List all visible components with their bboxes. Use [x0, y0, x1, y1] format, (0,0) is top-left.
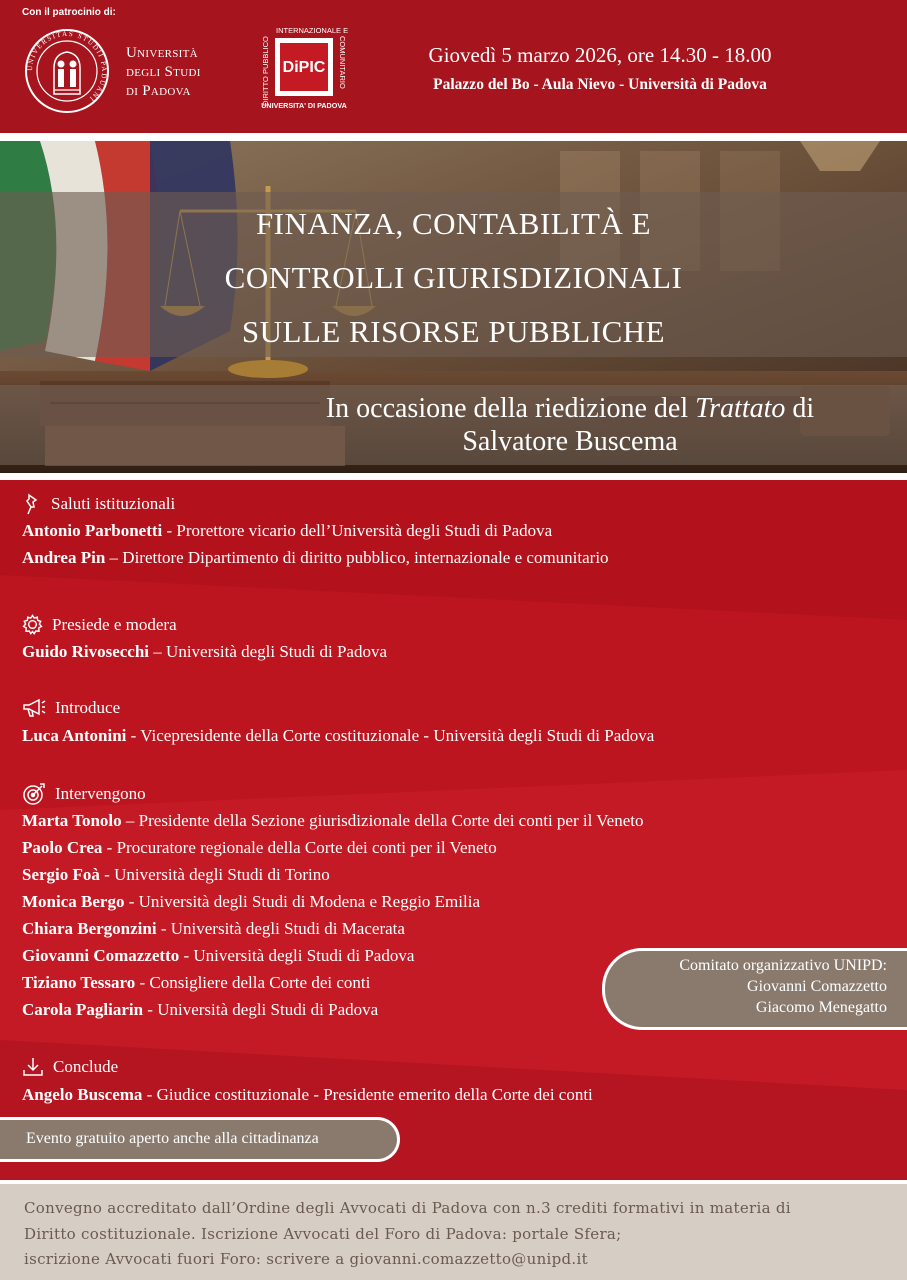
speaker-line: [22, 892, 480, 912]
footer-line: iscrizione Avvocati fuori Foro: scrivere a giovanni.comazzetto@unipd.it: [24, 1250, 588, 1268]
speaker-name: Chiara Bergonzini: [22, 919, 157, 938]
speaker-separator: -: [156, 919, 171, 938]
university-name: [126, 44, 201, 101]
event-title-line: FINANZA, CONTABILITÀ E: [255, 206, 652, 241]
speaker-line: [22, 946, 414, 966]
dipic-logo: [258, 24, 350, 114]
dipic-vertical-left: DIRITTO PUBBLICO: [261, 36, 270, 106]
speaker-name: Carola Pagliarin: [22, 1000, 144, 1019]
speaker-role: Università degli Studi di Padova: [166, 642, 388, 661]
subtitle-text: In occasione della riedizione del: [325, 393, 696, 424]
subtitle-author: Salvatore Buscema: [462, 426, 678, 457]
speaker-role: Università degli Studi di Padova: [157, 1000, 379, 1019]
speaker-role: Direttore Dipartimento di diritto pubblico, internazionale e comunitario: [122, 548, 609, 567]
speaker-name: Marta Tonolo: [22, 811, 122, 830]
target-icon: [22, 782, 46, 806]
speaker-role: Vicepresidente della Corte costituzionale - Università degli Studi di Padova: [140, 726, 655, 745]
speaker-name: Paolo Crea: [22, 838, 103, 857]
speaker-separator: -: [179, 946, 194, 965]
dipic-bottom-text: UNIVERSITA' DI PADOVA: [261, 101, 347, 110]
header-bar: [0, 0, 907, 133]
dipic-vertical-right: COMUNITARIO: [338, 36, 347, 89]
section-heading-conclude: [22, 1056, 118, 1078]
committee-title: Comitato organizzativo UNIPD:: [679, 957, 887, 974]
speaker-role: Procuratore regionale della Corte dei conti per il Veneto: [116, 838, 497, 857]
speaker-role: Prorettore vicario dell’Università degli Studi di Padova: [176, 521, 553, 540]
section-heading-text: Conclude: [53, 1057, 119, 1076]
speaker-line: [22, 838, 497, 858]
speaker-name: Antonio Parbonetti: [22, 521, 163, 540]
speaker-role: Università degli Studi di Modena e Reggio Emilia: [138, 892, 480, 911]
dipic-wordmark: DiPIC: [282, 59, 326, 76]
speaker-line: [22, 548, 609, 568]
speaker-separator: -: [142, 1085, 157, 1104]
speaker-name: Angelo Buscema: [22, 1085, 143, 1104]
speaker-separator: –: [105, 548, 123, 567]
footer-accreditation-text: [24, 1196, 894, 1273]
pin-icon: [22, 493, 42, 515]
university-seal-logo: [24, 28, 110, 114]
subtitle-text: di: [785, 393, 815, 424]
speaker-name: Luca Antonini: [22, 726, 127, 745]
section-heading-introduce: [22, 697, 120, 719]
event-title: [0, 197, 907, 359]
speaker-line: [22, 726, 654, 746]
speaker-separator: -: [135, 973, 150, 992]
event-title-line: SULLE RISORSE PUBBLICHE: [241, 314, 666, 349]
speaker-separator: -: [126, 726, 141, 745]
section-heading-text: Introduce: [55, 698, 121, 717]
event-place: Palazzo del Bo - Aula Nievo - Università di Padova: [433, 76, 767, 93]
gear-icon: [22, 614, 43, 635]
section-heading-saluti: [22, 493, 175, 515]
section-heading-text: Presiede e modera: [52, 614, 177, 634]
speaker-line: [22, 973, 370, 993]
footer-line: Convegno accreditato dall’Ordine degli Avvocati di Padova con n.3 crediti formativi in materia di: [24, 1199, 791, 1217]
speaker-separator: –: [149, 642, 167, 661]
speaker-separator: -: [162, 521, 177, 540]
speaker-line: [22, 919, 405, 939]
free-event-text: Evento gratuito aperto anche alla cittadinanza: [26, 1130, 319, 1147]
patronage-label: Con il patrocinio di:: [22, 7, 116, 18]
university-name-line: Università: [126, 45, 198, 61]
speaker-role: Giudice costituzionale - Presidente emerito della Corte dei conti: [156, 1085, 593, 1104]
section-heading-intervengono: [22, 782, 146, 806]
speaker-separator: -: [143, 1000, 158, 1019]
seal-text: UNIVERSITAS STUDII PADUANI: [25, 29, 109, 104]
speaker-line: [22, 1000, 378, 1020]
hero-image: [0, 141, 907, 473]
event-title-line: CONTROLLI GIURISDIZIONALI: [224, 260, 683, 295]
speaker-name: Giovanni Comazzetto: [22, 946, 180, 965]
event-date-time: Giovedì 5 marzo 2026, ore 14.30 - 18.00: [428, 43, 772, 67]
footer-line: Diritto costituzionale. Iscrizione Avvocati del Foro di Padova: portale Sfera;: [24, 1224, 622, 1243]
speaker-name: Tiziano Tessaro: [22, 973, 136, 992]
speaker-name: Guido Rivosecchi: [22, 642, 150, 661]
speaker-line: [22, 1085, 593, 1105]
speaker-role: Presidente della Sezione giurisdizionale della Corte dei conti per il Veneto: [138, 811, 644, 830]
section-heading-text: Saluti istituzionali: [51, 494, 176, 513]
university-name-line: degli Studi: [126, 64, 201, 80]
speaker-separator: -: [124, 892, 139, 911]
speaker-line: [22, 811, 643, 831]
subtitle-italic-word: Trattato: [695, 393, 786, 424]
committee-member: Giacomo Menegatto: [755, 999, 887, 1016]
speaker-role: Università degli Studi di Torino: [114, 865, 330, 884]
speaker-line: [22, 642, 387, 662]
section-heading-text: Intervengono: [55, 784, 146, 803]
speaker-line: [22, 865, 330, 885]
speaker-separator: –: [121, 811, 139, 830]
speaker-line: [22, 521, 552, 541]
speaker-separator: -: [102, 838, 117, 857]
speaker-name: Sergio Foà: [22, 865, 100, 884]
speaker-role: Consigliere della Corte dei conti: [149, 973, 371, 992]
event-subtitle: [230, 392, 907, 458]
committee-member: Giovanni Comazzetto: [747, 978, 887, 995]
speaker-name: Monica Bergo: [22, 892, 125, 911]
speaker-role: Università degli Studi di Macerata: [170, 919, 405, 938]
section-heading-presiede: [22, 614, 177, 635]
speaker-name: Andrea Pin: [22, 548, 106, 567]
speaker-role: Università degli Studi di Padova: [193, 946, 415, 965]
university-name-line: di Padova: [126, 83, 191, 99]
speaker-separator: -: [99, 865, 115, 884]
dipic-top-text: INTERNAZIONALE E: [276, 26, 349, 35]
megaphone-icon: [22, 697, 46, 719]
download-icon: [22, 1056, 44, 1078]
